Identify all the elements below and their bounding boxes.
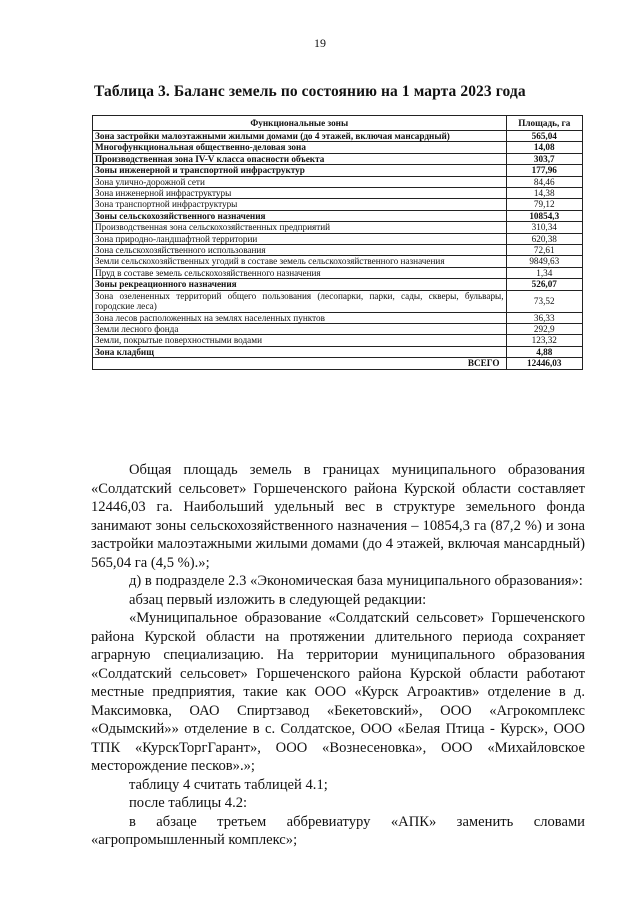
zone-area: 9849,63 <box>506 256 582 267</box>
zone-name: Зона природно-ландшафтной территории <box>93 233 507 244</box>
zone-area: 72,61 <box>506 245 582 256</box>
table-row <box>93 312 583 323</box>
paragraph-after-table: после таблицы 4.2: <box>129 795 248 811</box>
page-number: 19 <box>314 36 326 50</box>
zone-area: 14,38 <box>506 188 582 199</box>
paragraph-instruction: абзац первый изложить в следующей редакции: <box>129 591 427 608</box>
zone-area: 310,34 <box>506 222 582 233</box>
header-area: Площадь, га <box>506 116 582 131</box>
table-row <box>93 199 583 210</box>
table-row <box>93 279 583 290</box>
zone-name: Зона кладбищ <box>93 346 507 357</box>
table-row <box>93 165 583 176</box>
land-balance-table <box>92 115 583 370</box>
table-row <box>93 233 583 244</box>
zone-name: Производственная зона сельскохозяйственных предприятий <box>93 222 507 233</box>
table-row <box>93 188 583 199</box>
table-row <box>93 153 583 164</box>
zone-name: Зона инженерной инфраструктуры <box>93 188 507 199</box>
paragraph-new-text: «Муниципальное образование «Солдатский сельсовет» Горшеченского района Курской области на протяжении длительного периода сохраняет аграрную специализацию. На территории муниципального образования «Солдатский сельсовет» Горшеченского района Курской области работают местные предприятия, такие как ООО «Курск Агроактив» отделение в д. Максимовка, ОАО Спиртзавод «Бекетовский», ООО «Агрокомплекс «Одымский»» отделение в с. Солдатское, ООО «Белая Птица - Курск», ООО ТПК «КурскТоргГарант», ООО «Вознесеновка», ООО «Михайловское месторождение песков».»; <box>91 610 585 774</box>
table-row <box>93 222 583 233</box>
zone-name: Зона застройки малоэтажными жилыми домами (до 4 этажей, включая мансардный) <box>93 131 507 142</box>
table-row <box>93 176 583 187</box>
table-row <box>93 267 583 278</box>
zone-area: 79,12 <box>506 199 582 210</box>
table-row <box>93 142 583 153</box>
zone-area: 292,9 <box>506 323 582 334</box>
zone-area: 84,46 <box>506 176 582 187</box>
zone-name: Зоны рекреационного назначения <box>93 279 507 290</box>
zone-name: Пруд в составе земель сельскохозяйственного назначения <box>93 267 507 278</box>
body-text <box>91 461 585 850</box>
zone-area: 14,08 <box>506 142 582 153</box>
zone-area: 177,96 <box>506 165 582 176</box>
zone-area: 1,34 <box>506 267 582 278</box>
zone-area: 303,7 <box>506 153 582 164</box>
zone-area: 73,52 <box>506 290 582 312</box>
table-row <box>93 335 583 346</box>
table-row <box>93 323 583 334</box>
paragraph-summary: Общая площадь земель в границах муниципального образования «Солдатский сельсовет» Горшеченского района Курской области составляет 12446,03 га. Наибольший удельный вес в структуре земельного фонда занимают зоны сельскохозяйственного назначения – 10854,3 га (87,2 %) и зона застройки малоэтажными жилыми домами (до 4 этажей, включая мансардный) 565,04 га (4,5 %).»; <box>91 462 585 571</box>
table-row <box>93 346 583 357</box>
zone-area: 4,88 <box>506 346 582 357</box>
header-zones: Функциональные зоны <box>93 116 507 131</box>
table-row <box>93 256 583 267</box>
paragraph-abbreviation: в абзаце третьем аббревиатуру «АПК» заменить словами «агропромышленный комплекс»; <box>91 813 585 848</box>
zone-name: Зоны сельскохозяйственного назначения <box>93 210 507 221</box>
table-header-row <box>93 116 583 131</box>
table-title: Таблица 3. Баланс земель по состоянию на 1 марта 2023 года <box>94 83 526 100</box>
paragraph-subsection: д) в подразделе 2.3 «Экономическая база муниципального образования»: <box>129 573 583 589</box>
zone-name: Зона сельскохозяйственного использования <box>93 245 507 256</box>
zone-name: Зона озелененных территорий общего пользования (лесопарки, парки, сады, скверы, бульвары, городские леса) <box>93 290 507 312</box>
zone-area: 10854,3 <box>506 210 582 221</box>
zone-name: Многофункциональная общественно-деловая зона <box>93 142 507 153</box>
zone-name: Зоны инженерной и транспортной инфраструктур <box>93 165 507 176</box>
zone-name: Земли лесного фонда <box>93 323 507 334</box>
table-total-row <box>93 358 583 369</box>
zone-name: Производственная зона IV-V класса опасности объекта <box>93 153 507 164</box>
total-label: ВСЕГО <box>93 358 507 369</box>
table-row <box>93 245 583 256</box>
zone-area: 36,33 <box>506 312 582 323</box>
table-row <box>93 210 583 221</box>
zone-name: Земли, покрытые поверхностными водами <box>93 335 507 346</box>
paragraph-table-4: таблицу 4 считать таблицей 4.1; <box>129 776 328 793</box>
zone-name: Зона транспортной инфраструктуры <box>93 199 507 210</box>
table-row <box>93 290 583 312</box>
zone-area: 565,04 <box>506 131 582 142</box>
zone-name: Земли сельскохозяйственных угодий в составе земель сельскохозяйственного назначения <box>93 256 507 267</box>
zone-area: 123,32 <box>506 335 582 346</box>
zone-area: 526,07 <box>506 279 582 290</box>
zone-name: Зона лесов расположенных на землях населенных пунктов <box>93 312 507 323</box>
table-row <box>93 131 583 142</box>
zone-name: Зона улично-дорожной сети <box>93 176 507 187</box>
total-value: 12446,03 <box>506 358 582 369</box>
zone-area: 620,38 <box>506 233 582 244</box>
